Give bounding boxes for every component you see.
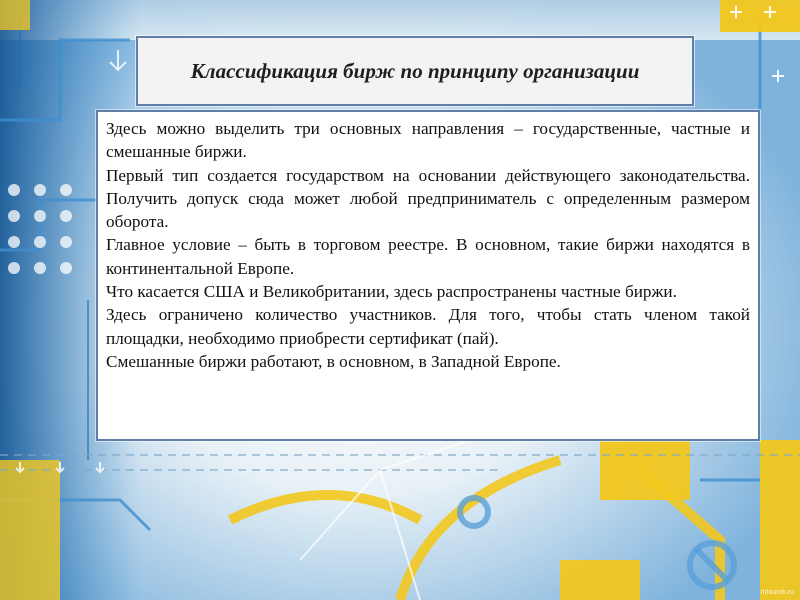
paragraph-state-exchanges: Первый тип создается государством на основании действующего законодательства. Получить допуск сюда может любой предприниматель с определенным размером оборота. (106, 165, 750, 232)
paragraph-directions: Здесь можно выделить три основных направления – государственные, частные и смешанные биржи. (106, 119, 750, 162)
slide-content-box (96, 110, 760, 441)
paragraph-usa-uk: Что касается США и Великобритании, здесь распространены частные биржи. (106, 282, 677, 302)
watermark: infourok.ru (760, 589, 794, 596)
slide-title-box (136, 36, 694, 106)
paragraph-limited-participants: Здесь ограничено количество участников. Для того, чтобы стать членом такой площадки, необходимо приобрести сертификат (пай). (106, 305, 750, 348)
slide-title: Классификация бирж по принципу организации (190, 59, 640, 83)
paragraph-main-condition: Главное условие – быть в торговом реестре. В основном, такие биржи находятся в континентальной Европе. (106, 235, 750, 278)
paragraph-mixed-exchanges: Смешанные биржи работают, в основном, в Западной Европе. (106, 351, 561, 371)
